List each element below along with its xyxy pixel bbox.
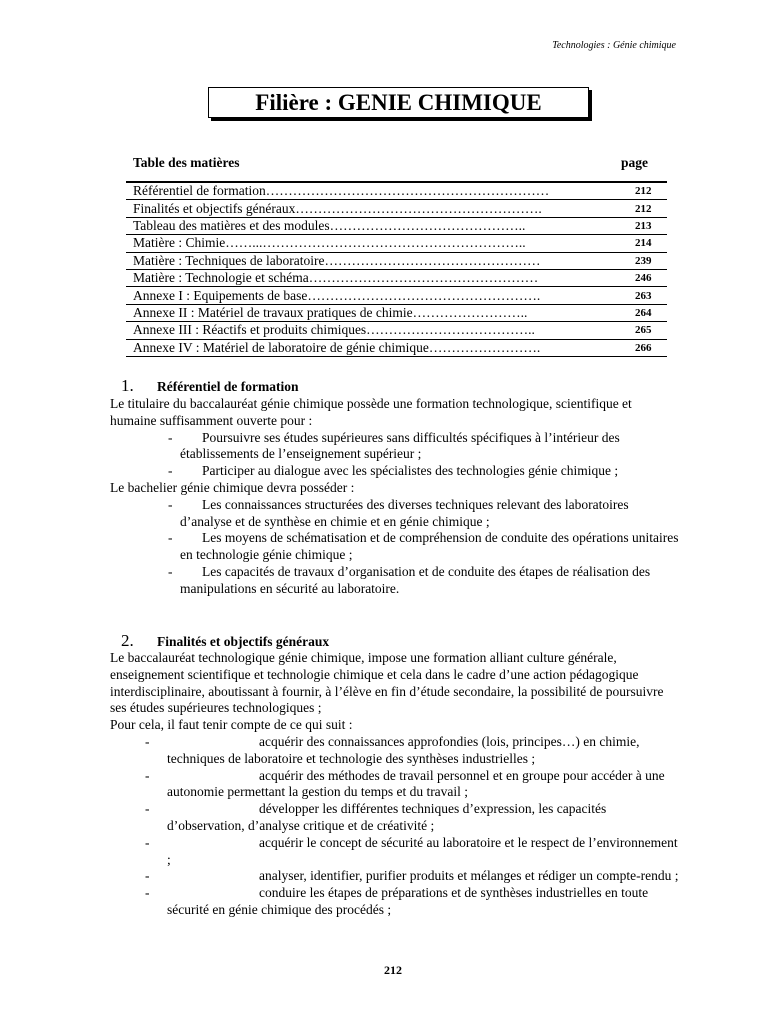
list-dash: - — [168, 463, 173, 479]
section-1-intro: Le titulaire du baccalauréat génie chimique possède une formation technologique, scientifique et humaine suffisamment ouverte pour : — [110, 396, 632, 428]
list-item: - acquérir des connaissances approfondies (lois, principes…) en chimie, techniques de laboratoire et technologie des synthèses industrielles ; — [145, 733, 640, 766]
toc-page: 212 — [635, 202, 652, 215]
section-2-heading — [121, 631, 329, 651]
toc-page: 214 — [635, 237, 652, 250]
toc-heading: Table des matières — [133, 155, 240, 170]
list-item: - Participer au dialogue avec les spécialistes des technologies génie chimique ; — [168, 463, 619, 479]
list-item: - analyser, identifier, purifier produits et mélanges et rédiger un compte-rendu ; — [145, 868, 679, 884]
toc-label: Annexe I : Equipements de base……………………………………………. — [133, 287, 541, 303]
toc-label: Annexe II : Matériel de travaux pratiques de chimie…………………….. — [133, 304, 528, 320]
page-title: Filière : GENIE CHIMIQUE — [208, 87, 589, 118]
list-item: - Les connaissances structurées des diverses techniques relevant des laboratoires d’analyse et de synthèse en chimie et en génie chimique ; — [168, 496, 629, 529]
toc-page: 239 — [635, 254, 652, 267]
section-1-body — [110, 396, 680, 598]
toc-label: Tableau des matières et des modules…………………………………….. — [133, 217, 526, 233]
toc-label: Annexe III : Réactifs et produits chimiques……………………………….. — [133, 322, 535, 338]
list-dash: - — [168, 429, 173, 445]
toc-row — [126, 305, 667, 322]
toc-row — [126, 218, 667, 235]
page-number: 212 — [384, 963, 402, 977]
toc-row — [126, 200, 667, 217]
toc-page: 246 — [635, 272, 652, 285]
section-1-intro-2: Le bachelier génie chimique devra posséder : — [110, 479, 355, 495]
toc-header — [133, 155, 648, 171]
toc-page: 213 — [635, 219, 652, 232]
toc-page: 266 — [635, 341, 652, 354]
list-item: - acquérir des méthodes de travail personnel et en groupe pour accéder à une autonomie permettant la gestion du temps et du travail ; — [145, 767, 665, 800]
list-item: - développer les différentes techniques d’expression, les capacités d’observation, d’analyse critique et de créativité ; — [145, 801, 607, 833]
section-2-body — [110, 650, 680, 919]
toc-label: Matière : Chimie……...………………………………………………….. — [133, 235, 526, 251]
section-1-number: 1. — [121, 376, 134, 395]
list-dash: - — [145, 801, 150, 817]
section-2-intro: Le baccalauréat technologique génie chimique, impose une formation alliant culture générale, enseignement scientifique et technologie chimique et cela dans le cadre d’une action pédagogique interdisciplinaire, aboutissant à fournir, à l’élève en fin d’étude secondaire, la possibilité de poursuivre ses études supérieures technologiques ; — [110, 650, 664, 716]
toc-label: Matière : Technologie et schéma…………………………………………… — [133, 270, 539, 286]
list-dash: - — [145, 885, 150, 901]
toc-row — [126, 287, 667, 304]
toc-page: 212 — [635, 185, 652, 198]
section-2-number: 2. — [121, 631, 134, 650]
toc-row — [126, 253, 667, 270]
list-dash: - — [145, 868, 150, 884]
toc-page: 265 — [635, 324, 652, 337]
list-dash: - — [168, 496, 173, 512]
running-header: Technologies : Génie chimique — [552, 40, 676, 51]
toc-label: Annexe IV : Matériel de laboratoire de génie chimique……………………. — [133, 339, 541, 355]
toc-page-heading: page — [621, 155, 648, 170]
toc-page: 263 — [635, 289, 652, 302]
section-2-title: Finalités et objectifs généraux — [157, 634, 330, 649]
list-item: - conduire les étapes de préparations et de synthèses industrielles en toute sécurité en génie chimique des procédés ; — [145, 885, 649, 917]
toc-row — [126, 270, 667, 287]
list-item: - acquérir le concept de sécurité au laboratoire et le respect de l’environnement ; — [145, 834, 678, 867]
toc-row — [126, 340, 667, 357]
toc-page: 264 — [635, 306, 652, 319]
toc-row — [126, 322, 667, 339]
table-of-contents — [126, 181, 667, 357]
section-1-title: Référentiel de formation — [157, 379, 299, 394]
list-dash: - — [168, 563, 173, 579]
list-item: - Poursuivre ses études supérieures sans difficultés spécifiques à l’intérieur des établissements de l’enseignement supérieur ; — [168, 429, 620, 462]
section-1-heading — [121, 376, 298, 396]
toc-row — [126, 235, 667, 252]
list-dash: - — [145, 767, 150, 783]
toc-label: Finalités et objectifs généraux………………………………………………. — [133, 200, 542, 216]
list-item: - Les moyens de schématisation et de compréhension de conduite des opérations unitaires en technologie génie chimique ; — [168, 530, 679, 563]
toc-label: Référentiel de formation……………………………………………………… — [133, 183, 550, 199]
section-2-intro-2: Pour cela, il faut tenir compte de ce qui suit : — [110, 717, 353, 733]
list-dash: - — [168, 530, 173, 546]
toc-label: Matière : Techniques de laboratoire………………………………………… — [133, 252, 541, 268]
toc-row — [126, 183, 667, 200]
list-dash: - — [145, 733, 150, 749]
list-dash: - — [145, 834, 150, 850]
list-item: - Les capacités de travaux d’organisation et de conduite des étapes de réalisation des manipulations en sécurité au laboratoire. — [168, 563, 651, 596]
